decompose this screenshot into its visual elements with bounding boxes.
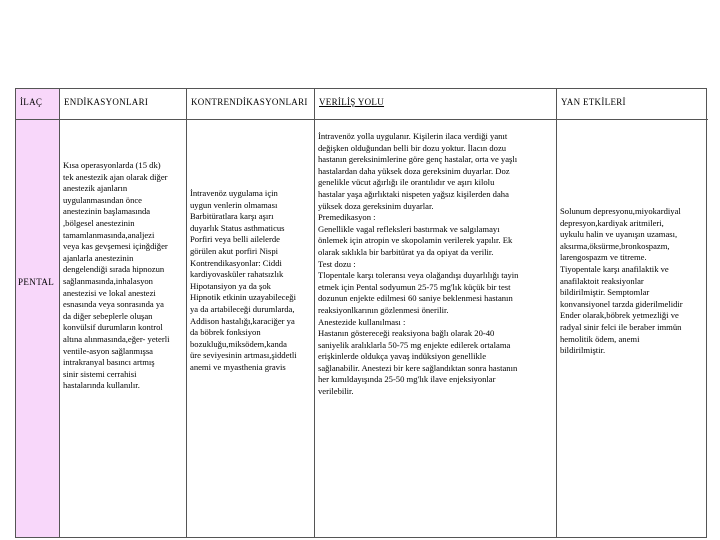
text-line: verilebilir. (318, 386, 354, 397)
text-line: hastalar yaşa ağırlıktaki nispeten yağsız kişilerden daha (318, 188, 509, 199)
cell-route (315, 120, 557, 537)
text-line: reaksiyonlkarının gözlenmesi önerilir. (318, 304, 449, 315)
text-line: Tiyopentale karşı anafilaktik ve (560, 263, 669, 274)
text-line: sinir sistemi cerrahisi (63, 368, 137, 379)
text-line: erişkinlerde oldukça yavaş indüksiyon genellikle (318, 351, 487, 362)
text-line: anestezik ajanların (63, 183, 128, 194)
text-line: değişken olduğundan belli bir dozu yoktur. İlacın dozu (318, 142, 507, 153)
text-line: olarak sıklıkla bir barbitürat ya da opiyat da verilir. (318, 246, 494, 257)
text-line: sağlanabilir. Anestezi bir kere sağlandıktan sonra hastanın (318, 362, 518, 373)
text-line: bildirilmiştir. (560, 345, 606, 356)
text-line: önlemek için atropin ve skopolamin verilerek yapılır. Ek (318, 235, 513, 246)
text-line: veya kas gevşemesi içinğdiğer (63, 241, 168, 252)
text-line: radyal sinir felci ile beraber immün (560, 321, 682, 332)
text-line: uykulu halin ve uyanışın uzaması, (560, 229, 678, 240)
text-line: Hipnotik etkinin uzayabileceği (190, 292, 296, 303)
header-contraindications: KONTRENDİKASYONLARI (187, 89, 315, 120)
text-line: ajanlarla anestezinin (63, 252, 134, 263)
text-line: uygulanmasından önce (63, 194, 142, 205)
cell-side-effects (557, 120, 708, 537)
text-line: yüksek doza gereksinim duyarlar. (318, 200, 434, 211)
text-line: aksırma,öksürme,bronkospazm, (560, 240, 670, 251)
text-line: larengospazm ve titreme. (560, 252, 647, 263)
text-line: kardiyovasküler rahatsızlık (190, 269, 284, 280)
text-line: konvülsif durumların kontrol (63, 322, 163, 333)
text-line: Test dozu : (318, 258, 356, 269)
text-line: Addison hastalığı,karaciğer ya (190, 315, 295, 326)
side-effects-text (560, 206, 706, 357)
drug-info-table (15, 88, 707, 538)
route-text (318, 131, 554, 398)
text-line: anestezinin başlamasında (63, 206, 151, 217)
header-indications: ENDİKASYONLARI (60, 89, 187, 120)
text-line: Kısa operasyonlarda (15 dk) (63, 160, 161, 170)
text-line: Ender olarak,böbrek yetmezliği ve (560, 310, 679, 321)
text-line: saniyelik aralıklarla 50-75 mg enjekte edilerek ortalama (318, 339, 511, 350)
text-line: anestezisi ve lokal anestezi (63, 287, 156, 298)
drug-name: PENTAL (18, 277, 55, 287)
text-line: hastanın gereksinimlerine göre genç hastalar, orta ve yaşlı (318, 154, 518, 165)
text-line: intrakranyal basıncı artmış (63, 357, 155, 368)
text-line: anemi ve myasthenia gravis (190, 361, 286, 372)
text-line: görülen akut porfiri Nispi (190, 245, 279, 256)
header-side-effects: YAN ETKİLERİ (557, 89, 708, 120)
cell-indications (60, 120, 187, 537)
text-line: dengelendiği sırada hipnozun (63, 264, 165, 275)
text-line: her kımıldayışında 25-50 mg'lık ilave enjeksiyonlar (318, 374, 496, 385)
header-drug: İLAÇ (16, 89, 60, 120)
text-line: Genellikle vagal refleksleri bastırmak ve salgılamayı (318, 223, 500, 234)
text-line: Premedikasyon : (318, 212, 376, 223)
cell-drug (16, 120, 60, 537)
text-line: duyarlık Status asthmaticus (190, 222, 285, 233)
text-line: da böbrek fonksiyon (190, 327, 261, 338)
text-line: Solunum depresyonu,miyokardiyal (560, 206, 681, 216)
text-line: Barbitüratlara karşı aşırı (190, 211, 274, 222)
text-line: İntravenöz yolla uygulanır. Kişilerin ilaca verdiği yanıt (318, 131, 508, 141)
text-line: konvansiyonel tarzda giderilmelidir (560, 298, 683, 309)
text-line: Tlopentale karşı toleransı veya olağandışı duyarlılığı tayin (318, 270, 519, 281)
text-line: İntravenöz uygulama için (190, 188, 278, 198)
text-line: sağlanmasında,inhalasyon (63, 275, 153, 286)
text-line: etmek için Pental sodyumun 25-75 mg'lık küçük bir test (318, 281, 511, 292)
header-route (315, 89, 557, 120)
text-line: depresyon,kardiyak aritmileri, (560, 217, 664, 228)
text-line: hastalardan daha yüksek doza gereksinim duyarlar. Doz (318, 165, 510, 176)
text-line: Kontrendikasyonlar: Ciddi (190, 257, 282, 268)
text-line: bildirilmiştir. Semptomlar (560, 287, 650, 298)
contraindications-text (190, 188, 312, 374)
text-line: dozunun enjekte edilmesi 60 saniye beklenmesi hastanın (318, 293, 513, 304)
header-route-label: VERİLİŞ YOLU (319, 97, 385, 107)
text-line: uygun venlerin olmaması (190, 199, 278, 210)
text-line: esnasında veya sonrasında ya (63, 299, 164, 310)
text-line: Hastanın göstereceği reaksiyona bağlı olarak 20-40 (318, 328, 495, 339)
text-line: tek anestezik ajan olarak diğer (63, 171, 168, 182)
text-line: ventile-asyon sağlanmışsa (63, 345, 153, 356)
text-line: anafilaktoit reaksiyonlar (560, 275, 644, 286)
text-line: Anestezide kullanılması : (318, 316, 406, 327)
text-line: Hipotansiyon ya da şok (190, 280, 271, 291)
text-line: ya da artabileceği durumlarda, (190, 303, 295, 314)
text-line: da diğer sebeplerle oluşan (63, 310, 153, 321)
cell-contraindications (187, 120, 315, 537)
text-line: hemolitik ödem, anemi (560, 333, 640, 344)
text-line: altına alınmasında,eğer- yeterli (63, 333, 170, 344)
text-line: Porfiri veya belli ailelerde (190, 234, 280, 245)
text-line: üre seviyesinin artması,şiddetli (190, 350, 297, 361)
text-line: genelikle vücut ağırlığı ile orantılıdır ve aşırı kilolu (318, 177, 495, 188)
text-line: bozukluğu,miksödem,kanda (190, 338, 287, 349)
indications-text (63, 160, 184, 392)
text-line: ,bölgesel anestezinin (63, 217, 135, 228)
text-line: hastalarında kullanılır. (63, 380, 140, 391)
text-line: tamamlanmasında,analjezi (63, 229, 155, 240)
